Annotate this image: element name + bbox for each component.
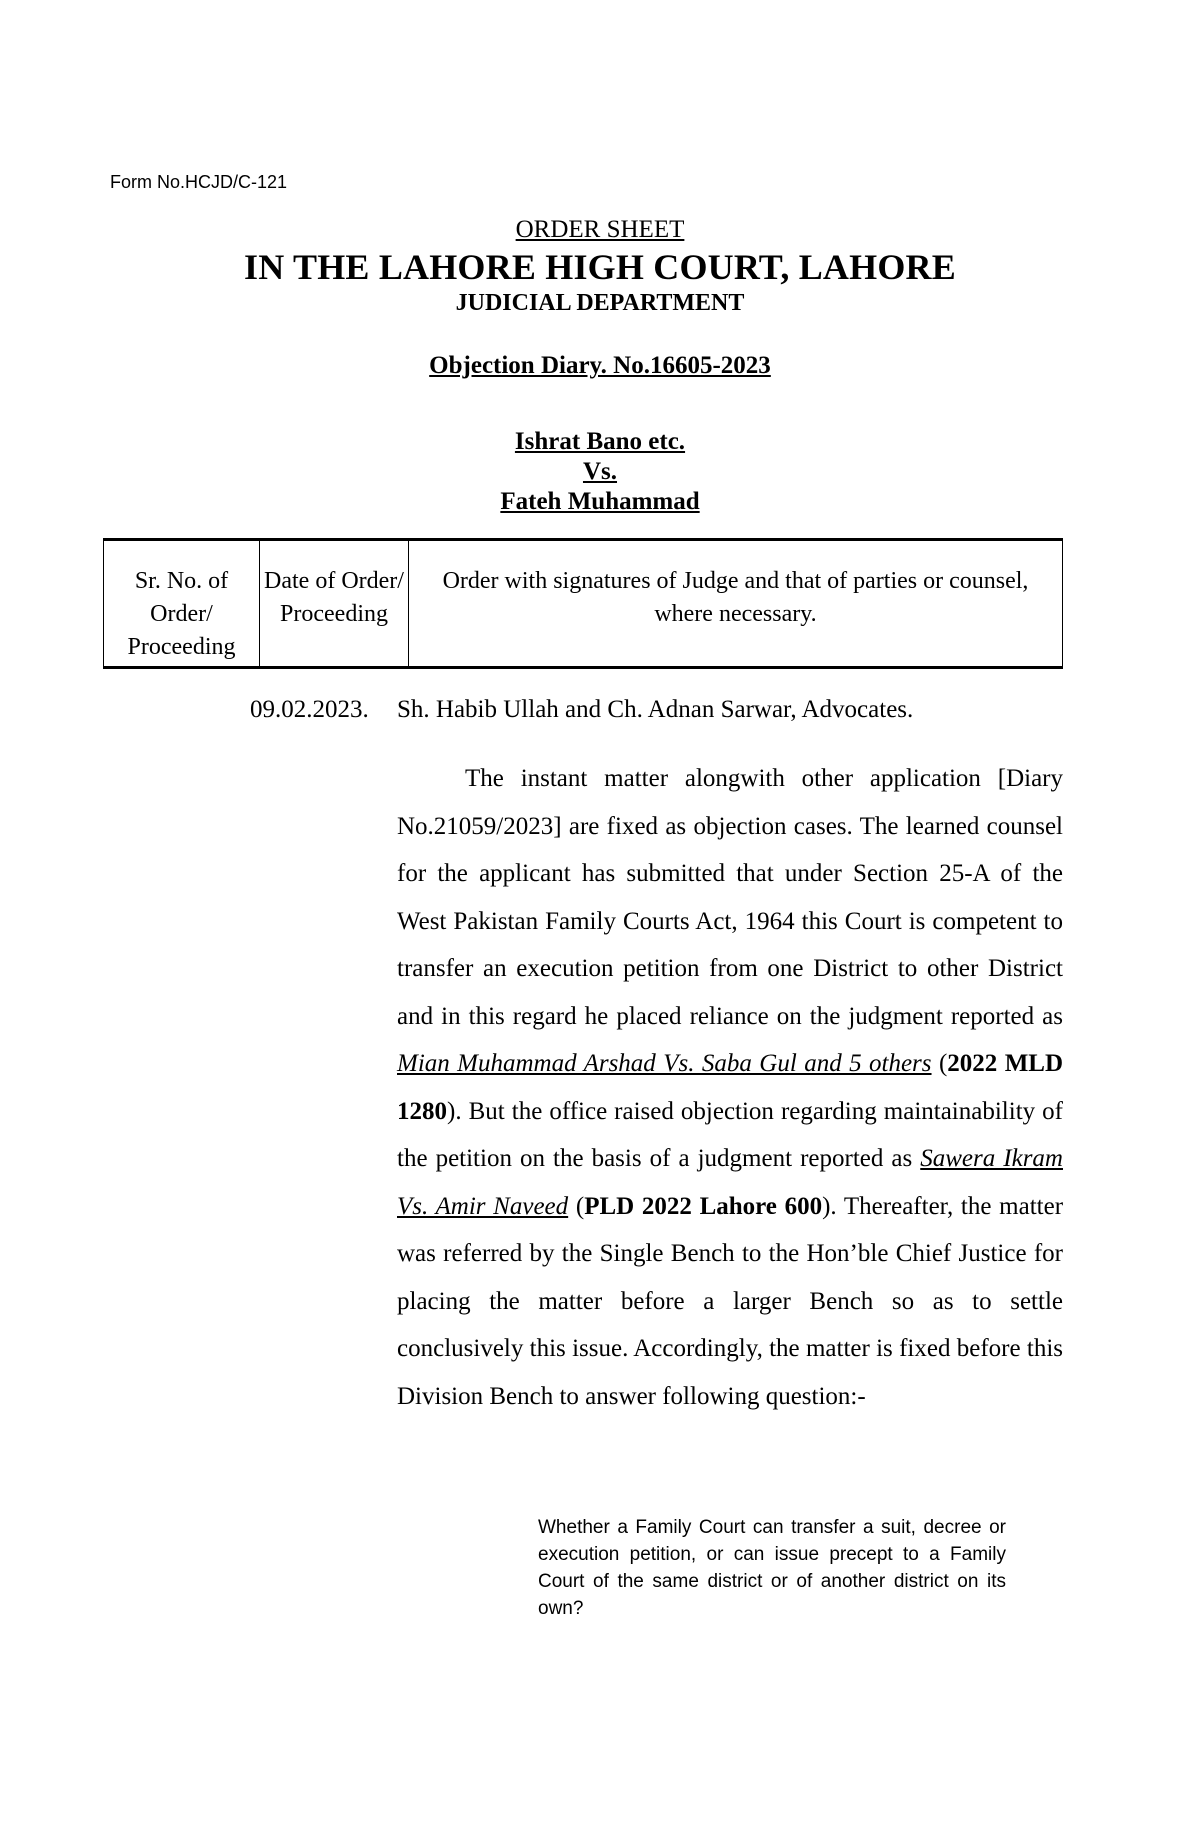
versus-label: Vs. — [582, 458, 618, 485]
law-report-citation-1: 2022 MLD 1280 — [397, 1050, 1064, 1125]
col-order: Order with signatures of Judge and that of parties or counsel, where necessary. — [409, 540, 1063, 668]
close-paren-1: ) — [447, 1097, 456, 1125]
form-number: Form No.HCJD/C-121 — [110, 172, 288, 192]
law-report-citation-2: PLD 2022 Lahore 600 — [584, 1192, 823, 1220]
party-one: Ishrat Bano etc. — [514, 428, 686, 455]
col-date: Date of Order/ Proceeding — [260, 540, 409, 668]
order-sheet-heading: ORDER SHEET — [515, 216, 685, 243]
department-title: JUDICIAL DEPARTMENT — [455, 290, 745, 316]
court-title: IN THE LAHORE HIGH COURT, LAHORE — [244, 247, 956, 287]
order-sheet-table-header — [103, 538, 1063, 669]
table-header-row — [104, 540, 1063, 668]
entry-counsel: Sh. Habib Ullah and Ch. Adnan Sarwar, Advocates. — [397, 696, 914, 723]
col-serial-number: Sr. No. of Order/ Proceeding — [104, 540, 260, 668]
party-two: Fateh Muhammad — [500, 488, 700, 515]
case-citation-1: Mian Muhammad Arshad Vs. Saba Gul and 5 others — [397, 1050, 932, 1077]
close-paren-2: ) — [822, 1192, 831, 1220]
open-paren-1: ( — [938, 1050, 948, 1077]
order-body-text — [397, 755, 1063, 1420]
question-block: Whether a Family Court can transfer a suit, decree or execution petition, or can issue precept to a Family Court of the same district or of another district on its own? — [538, 1517, 1006, 1619]
body-part-1: The instant matter alongwith other application [Diary No.21059/2023] are fixed as objection cases. The learned counsel for the applicant has submitted that under Section 25-A of the West Pakistan Family Courts Act, 1964 this Court is competent to transfer an execution petition from one District to other District and in this regard he placed reliance on the judgment reported as — [397, 765, 1063, 1030]
body-part-3: . Thereafter, the matter was referred by the Single Bench to the Hon’ble Chief Justice for placing the matter before a larger Bench so as to settle conclusively this issue. Accordingly, the matter is fixed before this Division Bench to answer following question:- — [397, 1192, 1064, 1410]
body-part-2: . But the office raised objection regarding maintainability of the petition on the basis of a judgment reported as — [397, 1097, 1063, 1172]
case-citation-2: Sawera Ikram Vs. Amir Naveed — [397, 1145, 1063, 1220]
entry-date: 09.02.2023. — [250, 696, 369, 723]
open-paren-2: ( — [575, 1192, 585, 1220]
objection-diary-number: Objection Diary. No.16605-2023 — [429, 352, 771, 379]
